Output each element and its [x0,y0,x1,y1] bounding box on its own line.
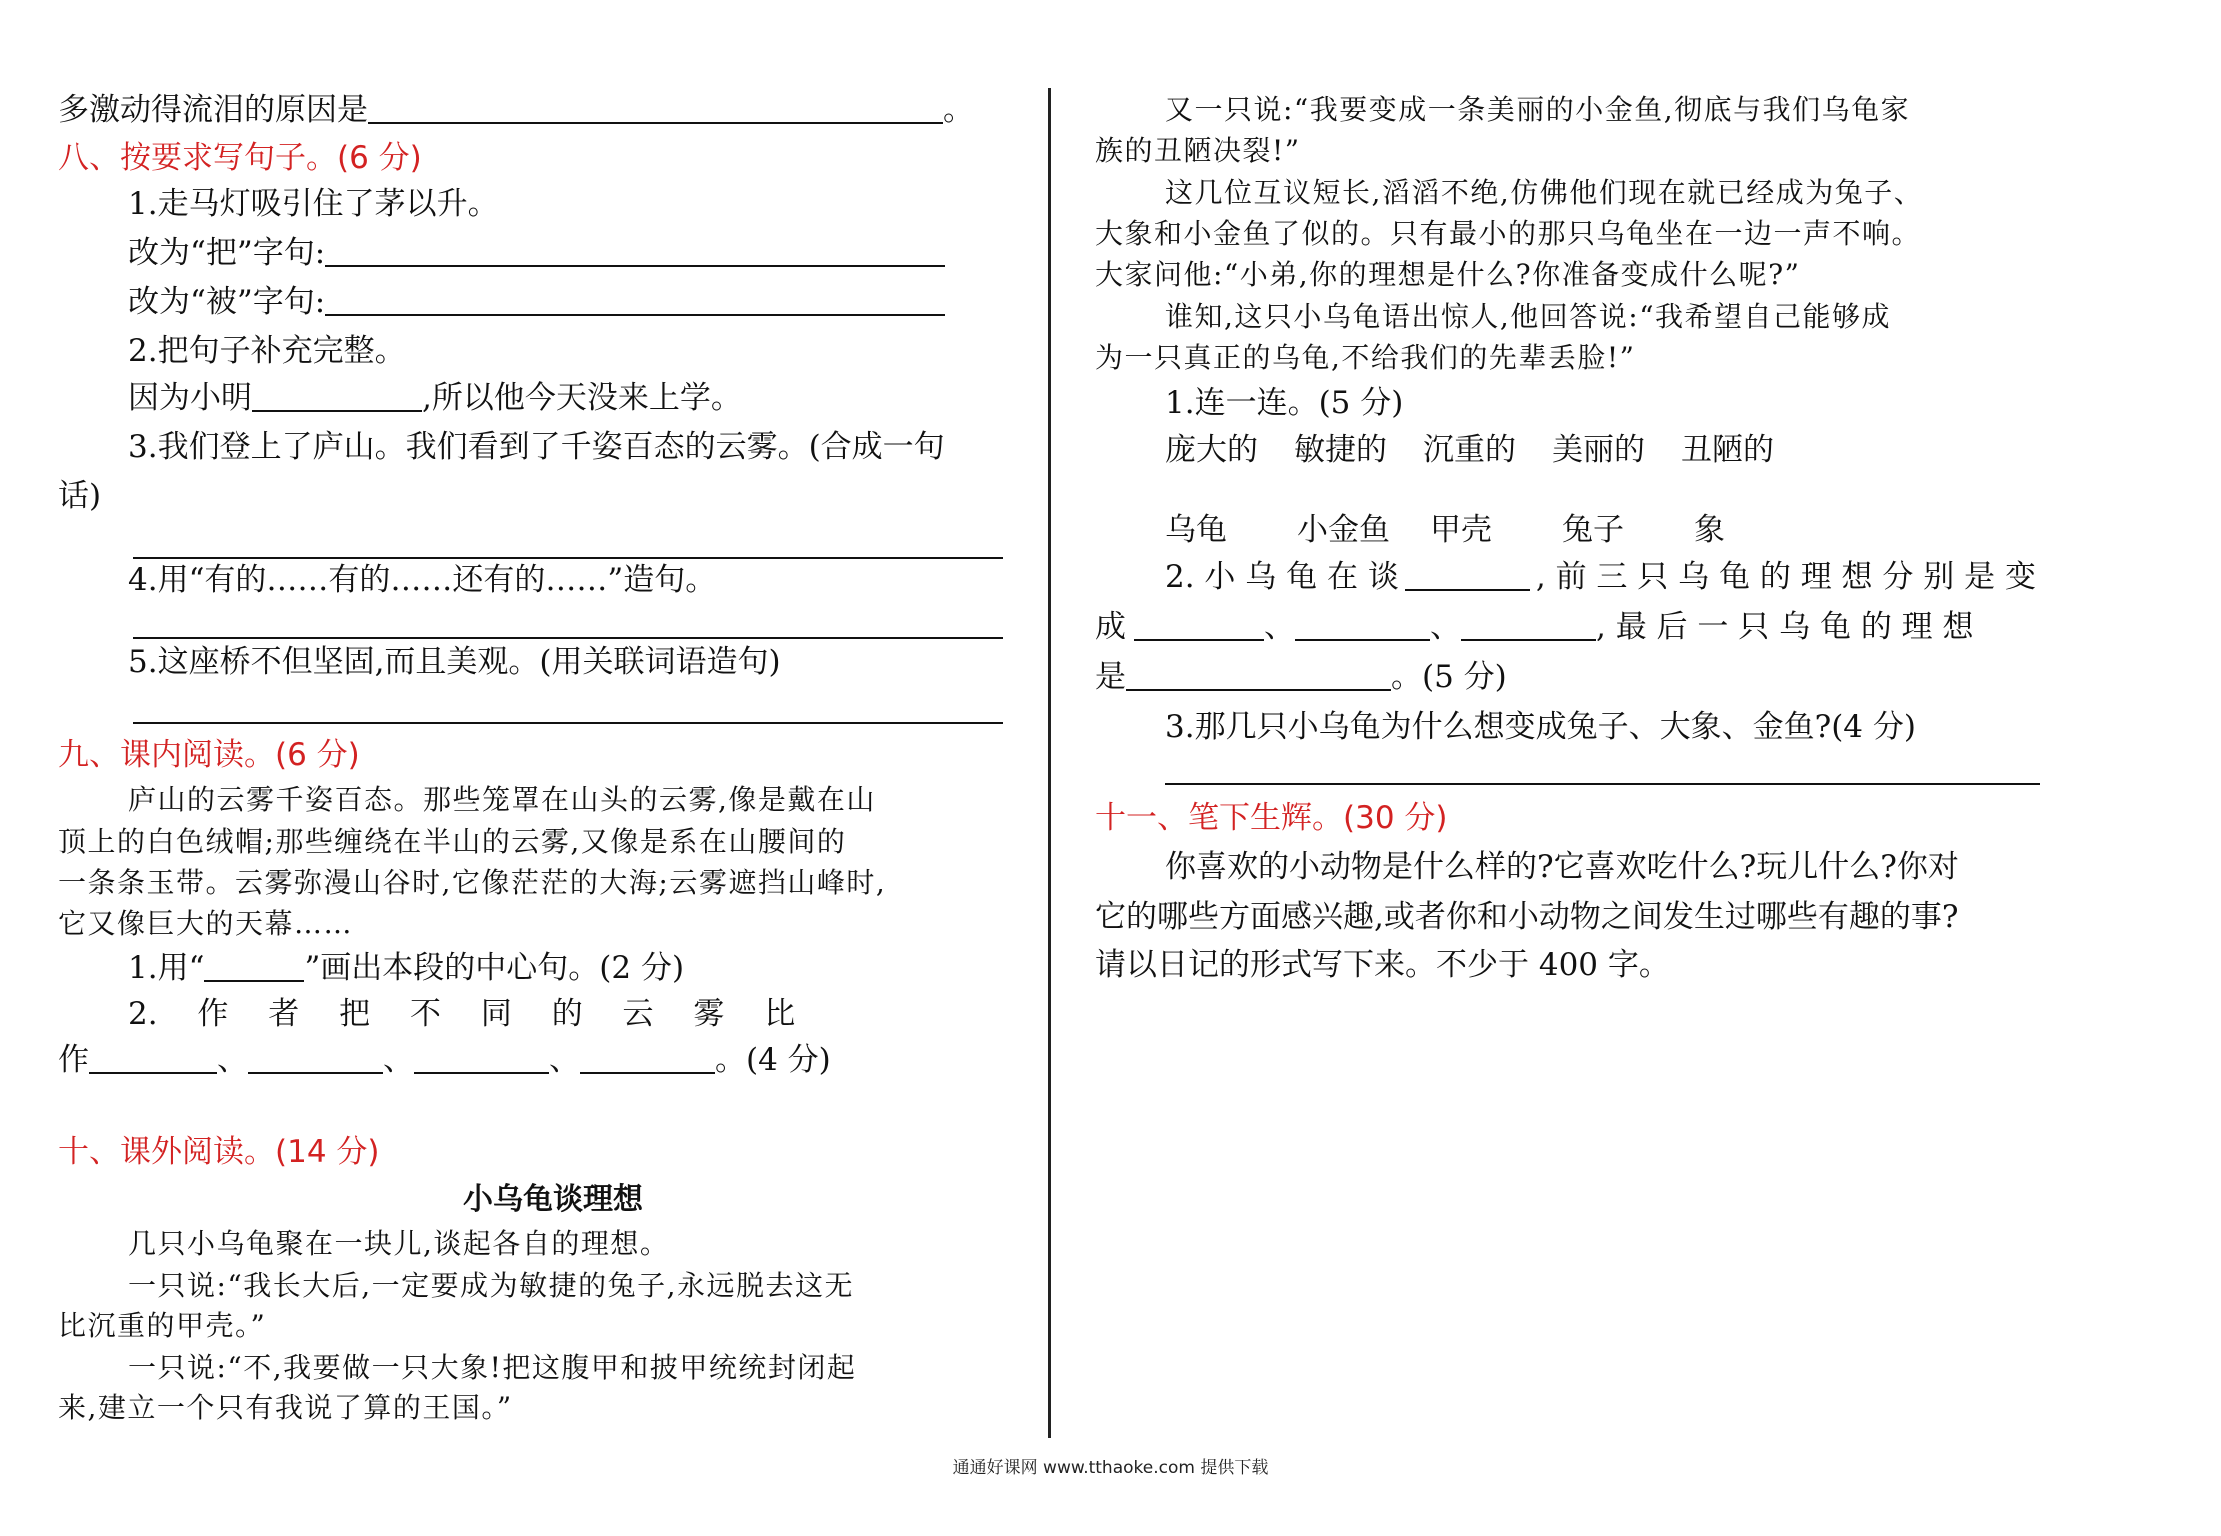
passage-line: 庐山的云雾千姿百态。那些笼罩在山头的云雾,像是戴在山 [128,783,876,816]
match-item-adjective[interactable]: 庞大的 [1165,432,1258,468]
question-9-2b [58,1040,831,1080]
footer-credit: 通通好课网 www.tthaoke.com 提供下载 [952,1458,1269,1478]
question-10-2b [1095,607,1974,647]
section-8-title: 八、按要求写句子。(6 分) [58,140,422,176]
answer-blank[interactable] [325,235,945,267]
noun-row [1165,510,1725,550]
match-item-noun[interactable]: 甲壳 [1430,512,1492,548]
match-item-noun[interactable]: 乌龟 [1165,512,1227,548]
answer-blank[interactable] [248,1042,383,1074]
passage-line: 来,建立一个只有我说了算的王国。” [58,1391,513,1424]
question-text: , 前 三 只 乌 龟 的 理 想 分 别 是 变 [1535,559,2036,595]
writing-prompt-line: 你喜欢的小动物是什么样的?它喜欢吃什么?玩儿什么?你对 [1165,849,1959,885]
question-text: 成 [1095,609,1126,645]
punct: 、 [383,1042,414,1078]
question-8-2: 2.把句子补充完整。 [128,333,406,369]
question-8-5: 5.这座桥不但坚固,而且美观。(用关联词语造句) [128,644,781,680]
column-divider [1048,88,1051,1438]
question-9-1 [128,948,684,988]
question-text: 改为“把”字句: [128,235,326,271]
answer-blank[interactable] [1405,559,1530,591]
answer-blank[interactable] [1126,659,1391,691]
question-text: 1.用“ [128,950,205,986]
question-9-2: 2. 作 者 把 不 同 的 云 雾 比 [128,996,796,1032]
question-8-3-cont: 话) [58,478,102,514]
question-text: 。(5 分) [1391,659,1507,695]
question-text: ,所以他今天没来上学。 [422,380,742,416]
answer-line[interactable] [1165,783,2040,785]
passage-line: 它又像巨大的天幕…… [58,907,354,940]
answer-blank[interactable] [1134,609,1264,641]
fill-line [58,90,974,130]
question-text: 。(4 分) [715,1042,831,1078]
question-8-1: 1.走马灯吸引住了茅以升。 [128,186,499,222]
answer-blank[interactable] [580,1042,715,1074]
answer-blank[interactable] [89,1042,217,1074]
passage-line: 为一只真正的乌龟,不给我们的先辈丢脸!” [1095,341,1636,374]
punct: 、 [1430,609,1461,645]
adjective-row [1165,430,1774,470]
passage-line: 谁知,这只小乌龟语出惊人,他回答说:“我希望自己能够成 [1165,300,1892,333]
question-text: , 最 后 一 只 乌 龟 的 理 想 [1596,609,1974,645]
answer-blank[interactable] [325,284,945,316]
match-item-adjective[interactable]: 敏捷的 [1294,432,1387,468]
question-10-1: 1.连一连。(5 分) [1165,385,1404,421]
answer-blank[interactable] [368,92,943,124]
question-10-2 [1165,557,2036,597]
passage-line: 又一只说:“我要变成一条美丽的小金鱼,彻底与我们乌龟家 [1165,93,1911,126]
question-10-3: 3.那几只小乌龟为什么想变成兔子、大象、金鱼?(4 分) [1165,709,1916,745]
passage-line: 大象和小金鱼了似的。只有最小的那只乌龟坐在一边一声不响。 [1095,217,1922,250]
passage-line: 一只说:“我长大后,一定要成为敏捷的兔子,永远脱去这无 [128,1269,855,1302]
story-title: 小乌龟谈理想 [463,1182,643,1217]
answer-line[interactable] [133,637,1003,639]
match-item-adjective[interactable]: 沉重的 [1423,432,1516,468]
answer-line[interactable] [133,557,1003,559]
section-11-title: 十一、笔下生辉。(30 分) [1095,800,1448,836]
question-8-2a [128,378,742,418]
punct: 、 [217,1042,248,1078]
question-8-3: 3.我们登上了庐山。我们看到了千姿百态的云雾。(合成一句 [128,429,945,465]
answer-blank[interactable] [1461,609,1596,641]
question-text: 是 [1095,659,1126,695]
passage-line: 这几位互议短长,滔滔不绝,仿佛他们现在就已经成为兔子、 [1165,176,1924,209]
question-8-4: 4.用“有的……有的……还有的……”造句。 [128,562,717,598]
writing-prompt-line: 它的哪些方面感兴趣,或者你和小动物之间发生过哪些有趣的事? [1095,899,1959,935]
question-8-1b [128,282,945,322]
question-10-2c [1095,657,1507,697]
answer-blank[interactable] [414,1042,549,1074]
match-item-adjective[interactable]: 丑陋的 [1681,432,1774,468]
answer-blank[interactable] [252,380,422,412]
passage-line: 比沉重的甲壳。” [58,1309,267,1342]
question-text: 改为“被”字句: [128,284,326,320]
match-item-adjective[interactable]: 美丽的 [1552,432,1645,468]
passage-line: 族的丑陋决裂!” [1095,134,1301,167]
answer-line[interactable] [133,722,1003,724]
answer-blank[interactable] [1295,609,1430,641]
answer-blank[interactable] [204,950,304,982]
match-item-noun[interactable]: 兔子 [1562,512,1624,548]
question-text: 作 [58,1042,89,1078]
question-text: ”画出本段的中心句。(2 分) [304,950,685,986]
passage-line: 一条条玉带。云雾弥漫山谷时,它像茫茫的大海;云雾遮挡山峰时, [58,866,887,899]
match-item-noun[interactable]: 小金鱼 [1297,512,1390,548]
section-10-title: 十、课外阅读。(14 分) [58,1134,380,1170]
match-item-noun[interactable]: 象 [1694,512,1725,548]
passage-line: 一只说:“不,我要做一只大象!把这腹甲和披甲统统封闭起 [128,1351,857,1384]
passage-line: 几只小乌龟聚在一块儿,谈起各自的理想。 [128,1227,670,1260]
passage-line: 顶上的白色绒帽;那些缠绕在半山的云雾,又像是系在山腰间的 [58,825,847,858]
section-9-title: 九、课内阅读。(6 分) [58,737,360,773]
passage-line: 大家问他:“小弟,你的理想是什么?你准备变成什么呢?” [1095,258,1801,291]
question-text: 2. 小 乌 龟 在 谈 [1165,559,1399,595]
punct: 、 [1264,609,1295,645]
question-8-1a [128,233,945,273]
punct: 。 [943,92,974,128]
writing-prompt-line: 请以日记的形式写下来。不少于 400 字。 [1095,947,1670,983]
question-text: 多激动得流泪的原因是 [58,92,368,128]
punct: 、 [549,1042,580,1078]
question-text: 因为小明 [128,380,252,416]
